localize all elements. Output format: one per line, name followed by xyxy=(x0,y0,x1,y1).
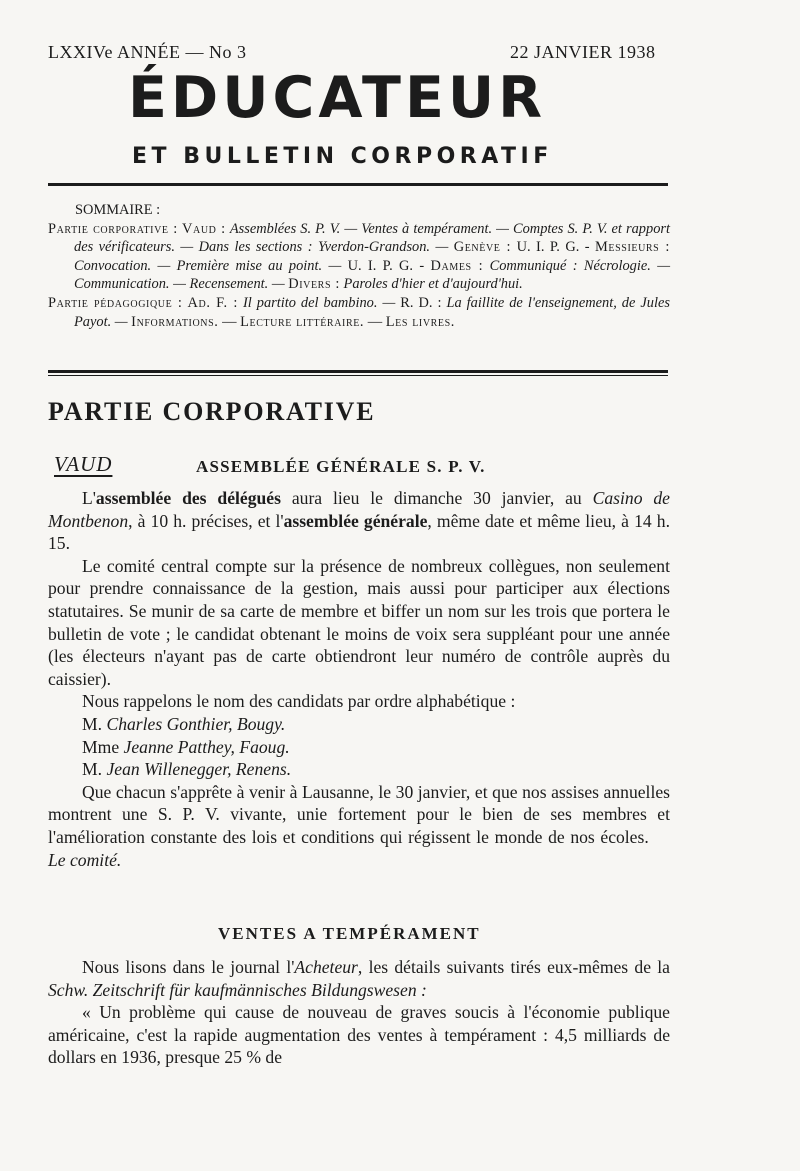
assemblee-paragraph-2: Le comité central compte sur la présence de nombreux collègues, non seulement pour prendre connaissance de la gestion, mais aussi pour participer aux élections statutaires. Se munir de sa carte de membre et biffer un nom sur les trois que portera le bulletin de vote ; le candidat obtenant le moins de voix sera suppléant pour une année (les électeurs n'ayant pas de carte obtiendront leur numéro de contrôle auprès du caissier). xyxy=(48,555,670,689)
masthead-title: ÉDUCATEUR xyxy=(128,65,547,131)
section-title: PARTIE CORPORATIVE xyxy=(48,397,376,426)
assemblee-heading: ASSEMBLÉE GÉNÉRALE S. P. V. xyxy=(196,457,486,476)
toc-informations-label: Informations. xyxy=(131,313,219,330)
toc-dames-items: Communiqué : Nécrologie. — Communication. — Recensement. — xyxy=(74,257,670,293)
toc-vaud-label: Vaud : xyxy=(182,220,226,237)
sommaire-heading: SOMMAIRE : xyxy=(75,202,161,218)
issue-date: 22 JANVIER 1938 xyxy=(510,42,656,62)
toc-divers-items: Paroles d'hier et d'aujourd'hui. xyxy=(343,276,523,293)
toc-geneve-label: Genève : xyxy=(453,239,512,256)
ventes-heading: VENTES A TEMPÉRAMENT xyxy=(218,924,481,943)
toc-lecture-label: Lecture littéraire. xyxy=(240,313,365,330)
candidate-item: M. Jean Willenegger, Renens. xyxy=(82,759,292,780)
signature: Le comité. xyxy=(48,849,122,870)
toc-divers-label: Divers : xyxy=(288,276,340,293)
assemblee-body xyxy=(48,487,670,871)
toc-messieurs-items: Convocation. — Première mise au point. — xyxy=(74,257,342,274)
ventes-body xyxy=(48,956,670,1069)
toc-rd-item: La faillite de l'enseignement, de Jules Payot. — xyxy=(74,294,670,330)
toc-messieurs-label: Messieurs : xyxy=(595,239,670,256)
toc-adf-item: Il partito del bambino. — xyxy=(242,294,396,311)
masthead-subtitle: ET BULLETIN CORPORATIF xyxy=(132,144,553,169)
assemblee-paragraph-4: Que chacun s'apprête à venir à Lausanne, le 30 janvier, et que nos assises annuelles montrent une S. P. V. vivante, unie fortement pour le bien de ses membres et l'amélioration constante des lois et conditions qui régissent le monde de nos écoles. Le comité. xyxy=(48,781,670,870)
toc-rd-text: R. D. : xyxy=(400,294,442,311)
ventes-paragraph-2: « Un problème qui cause de nouveau de graves soucis à l'économie publique américaine, c'est la rapide augmentation des ventes à tempérament : 4,5 milliards de dollars en 1936, presque 25 % de xyxy=(48,1002,670,1068)
sommaire-rule-thick xyxy=(48,370,668,373)
toc-corporative-label: Partie corporative : xyxy=(48,220,178,237)
toc-adf-text: Ad. F. : xyxy=(187,294,238,311)
masthead-rule xyxy=(48,183,668,186)
toc-vaud-items: Assemblées S. P. V. — Ventes à tempérament. — Comptes S. P. V. et rapport des vérificateurs. — Dans les sections : Yverdon-Grandson. — xyxy=(74,220,670,256)
issue-number: LXXIVe ANNÉE — No 3 xyxy=(48,42,247,62)
assemblee-paragraph-3: Nous rappelons le nom des candidats par ordre alphabétique : xyxy=(82,691,516,712)
sommaire-rule-thin xyxy=(48,375,668,376)
toc-dames-label: Dames : xyxy=(430,257,484,274)
candidate-item: M. Charles Gonthier, Bougy. xyxy=(82,713,286,734)
toc-livres-label: Les livres. xyxy=(385,313,455,330)
toc-upg-dames-text: U. I. P. G. - xyxy=(347,257,425,274)
vaud-tag: VAUD xyxy=(54,452,113,476)
toc-pedagogique-label: Partie pédagogique : xyxy=(48,294,183,311)
ventes-paragraph-1: Nous lisons dans le journal l'Acheteur, les détails suivants tirés eux-mêmes de la Schw. Zeitschrift für kaufmännisches Bildungswesen : xyxy=(48,957,670,1000)
candidate-item: Mme Jeanne Patthey, Faoug. xyxy=(82,736,290,757)
sommaire-block: SOMMAIRE : Partie corporative : Vaud : Assemblées S. P. V. — Ventes à tempérament. — Comptes S. P. V. et rapport des vérificateurs. — Dans les sections : Yverdon-Grandson. — Genève : U. I. P. G. - Messieurs : Convocation. — Première mise au point. — U. I. P. G. - Dames : Communiqué : Nécrologie. — Communication. — Recensement. — Divers : Paroles d'hier et d'aujourd'hui. Partie pédagogique : Ad. F. : Il partito del bambino. — R. D. : La faillite de l'enseignement, de Jules Payot. — Informations. — Lecture littéraire. — Les livres. xyxy=(48,202,670,330)
toc-geneve-text: U. I. P. G. - xyxy=(516,239,590,256)
assemblee-paragraph-1: L'assemblée des délégués aura lieu le dimanche 30 janvier, au Casino de Montbenon, à 10 h. précises, et l'assemblée générale, même date et même lieu, à 14 h. 15. xyxy=(48,488,670,554)
